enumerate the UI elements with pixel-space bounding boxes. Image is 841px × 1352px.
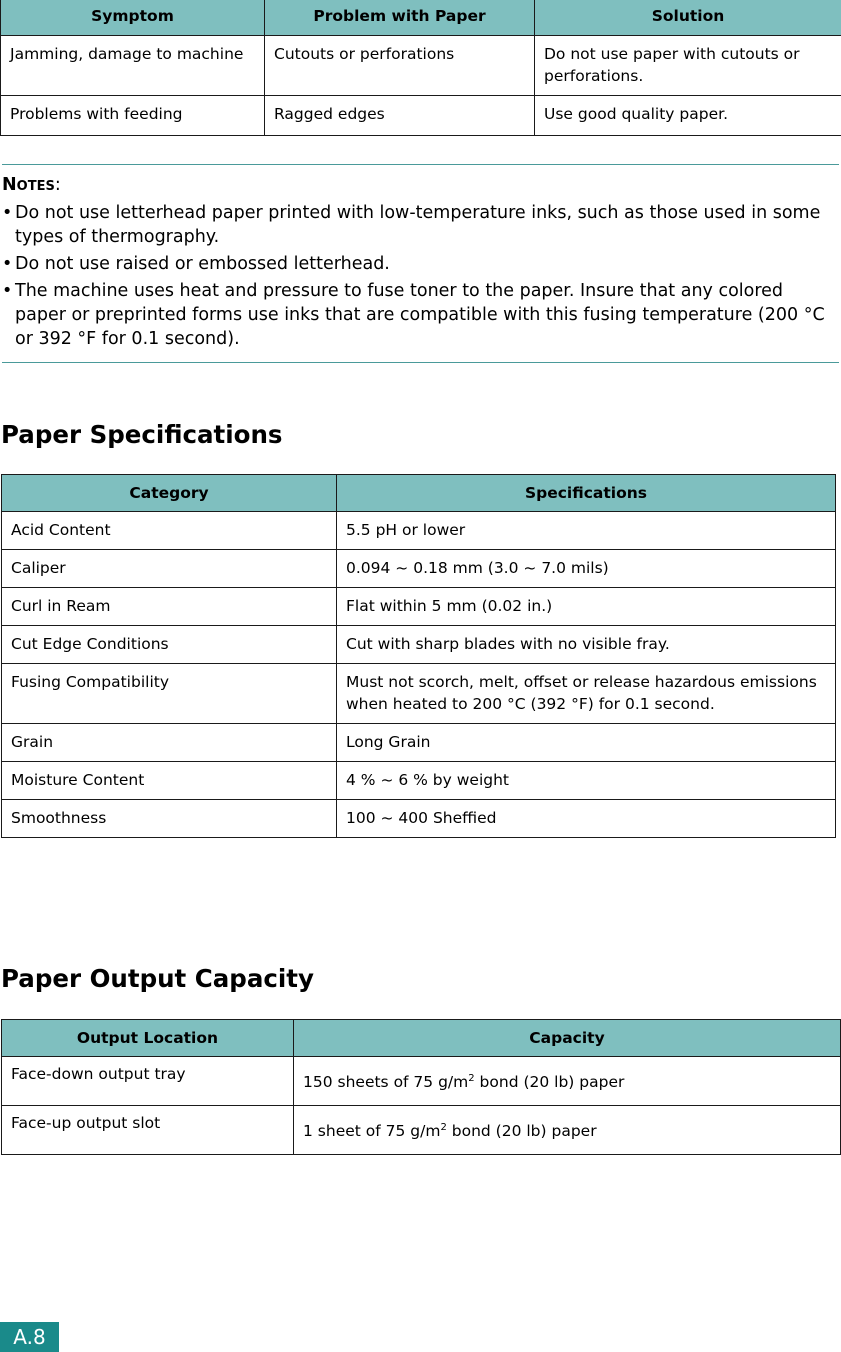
table-row (1, 36, 841, 96)
column-header-symptom: Symptom (1, 0, 265, 36)
table-row (2, 512, 836, 550)
section-title-paper-output-capacity: Paper Output Capacity (1, 964, 314, 993)
table-row (1, 96, 841, 136)
table-cell: Use good quality paper. (535, 96, 841, 136)
column-header-solution: Solution (535, 0, 841, 36)
table-row (2, 664, 836, 724)
section-title-paper-specifications: Paper Specifications (1, 420, 283, 449)
table-cell: Flat within 5 mm (0.02 in.) (337, 588, 836, 626)
table-cell: Jamming, damage to machine (1, 36, 265, 96)
table-cell: Must not scorch, melt, offset or release hazardous emissions when heated to 200 °C (392 °F) for 0.1 second. (337, 664, 836, 724)
note-text: The machine uses heat and pressure to fuse toner to the paper. Insure that any colored paper or preprinted forms use inks that are compatible with this fusing temperature (200 °C or 392 °F for 0.1 second). (15, 281, 825, 349)
table-cell: 150 sheets of 75 $g/m^2$ bond (20 lb) paper (294, 1057, 841, 1106)
table-cell: 1 sheet of 75 $g/m^2$ bond (20 lb) paper (294, 1106, 841, 1155)
note-text: Do not use raised or embossed letterhead. (15, 254, 390, 274)
table-cell: Fusing Compatibility (2, 664, 337, 724)
table-cell: Face-up output slot (2, 1106, 294, 1155)
table-header-row (2, 475, 836, 512)
note-item (2, 252, 839, 276)
note-text: Do not use letterhead paper printed with low-temperature inks, such as those used in some types of thermography. (15, 203, 821, 247)
table-cell: Moisture Content (2, 762, 337, 800)
paper-specifications-table (1, 474, 836, 838)
table-cell: Caliper (2, 550, 337, 588)
column-header-capacity: Capacity (294, 1020, 841, 1057)
table-row (2, 626, 836, 664)
table-cell: 4 % ~ 6 % by weight (337, 762, 836, 800)
table-row (2, 724, 836, 762)
column-header-specifications: Specifications (337, 475, 836, 512)
table-cell: Cut Edge Conditions (2, 626, 337, 664)
column-header-output-location: Output Location (2, 1020, 294, 1057)
column-header-problem: Problem with Paper (265, 0, 535, 36)
table-row (2, 1057, 841, 1106)
notes-title: NOTES: (2, 175, 61, 195)
note-item (2, 279, 839, 351)
note-item (2, 201, 839, 249)
page-number: A.8 (0, 1322, 59, 1352)
table-header-row (1, 0, 841, 36)
table-header-row (2, 1020, 841, 1057)
table-cell: Acid Content (2, 512, 337, 550)
bullet-icon: • (2, 281, 13, 301)
table-row (2, 1106, 841, 1155)
table-row (2, 762, 836, 800)
table-cell: Cut with sharp blades with no visible fray. (337, 626, 836, 664)
bullet-icon: • (2, 254, 13, 274)
table-cell: Curl in Ream (2, 588, 337, 626)
table-cell: Ragged edges (265, 96, 535, 136)
column-header-category: Category (2, 475, 337, 512)
table-cell: 0.094 ~ 0.18 mm (3.0 ~ 7.0 mils) (337, 550, 836, 588)
paper-output-capacity-table (1, 1019, 841, 1155)
table-cell: 5.5 pH or lower (337, 512, 836, 550)
table-row (2, 588, 836, 626)
table-cell: Smoothness (2, 800, 337, 838)
symptoms-table (0, 0, 841, 136)
table-cell: Long Grain (337, 724, 836, 762)
notes-box (2, 164, 839, 363)
table-cell: Cutouts or perforations (265, 36, 535, 96)
table-cell: Problems with feeding (1, 96, 265, 136)
table-cell: 100 ~ 400 Sheffied (337, 800, 836, 838)
table-row (2, 800, 836, 838)
bullet-icon: • (2, 203, 13, 223)
table-cell: Grain (2, 724, 337, 762)
table-row (2, 550, 836, 588)
table-cell: Face-down output tray (2, 1057, 294, 1106)
table-cell: Do not use paper with cutouts or perforations. (535, 36, 841, 96)
